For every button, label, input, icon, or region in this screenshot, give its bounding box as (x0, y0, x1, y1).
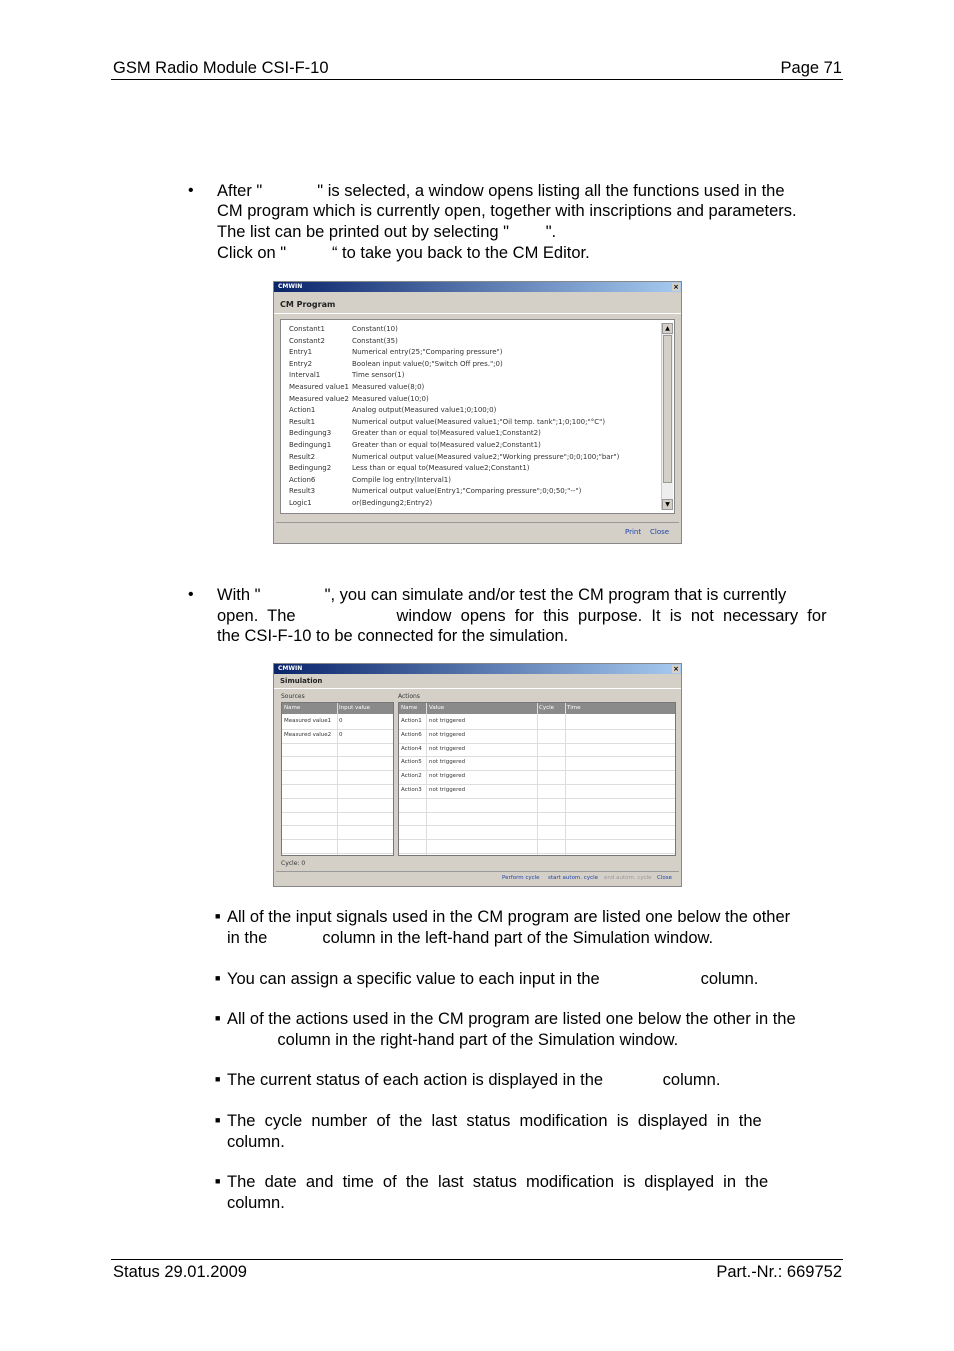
function-name: Entry2 (289, 359, 313, 368)
table-row (399, 784, 675, 799)
scroll-up-icon[interactable]: ▲ (662, 323, 673, 334)
note-line: The current status of each action is displayed in the column. (227, 1071, 721, 1089)
function-name: Action1 (289, 406, 316, 415)
function-name: Constant2 (289, 336, 325, 345)
function-definition: Numerical output value(Entry1;"Comparing pressure";0;0;50;"--") (352, 487, 582, 496)
square-bullet-icon: ■ (215, 1074, 221, 1084)
table-row (399, 756, 675, 771)
column-header-value: Value (429, 705, 445, 711)
table-row (399, 798, 675, 813)
list-item (289, 441, 541, 449)
action-name: Action3 (401, 787, 422, 793)
footer-rule (111, 1259, 843, 1260)
window-title: CMWIN (278, 665, 303, 672)
close-button[interactable]: Close (657, 875, 672, 881)
note-line: You can assign a specific value to each input in the column. (227, 970, 759, 988)
note-line: column. (227, 1132, 285, 1151)
window-titlebar (274, 664, 681, 674)
square-bullet-icon: ■ (215, 1115, 221, 1125)
actions-table (398, 702, 676, 856)
table-row[interactable] (282, 825, 393, 840)
function-definition: Analog output(Measured value1;0;100;0) (352, 406, 497, 415)
function-name: Action6 (289, 475, 316, 484)
table-row (399, 743, 675, 758)
header-title: GSM Radio Module CSI-F-10 (113, 59, 329, 77)
square-bullet-icon: ■ (215, 973, 221, 983)
cm-program-window (273, 281, 682, 544)
function-name: Result2 (289, 452, 316, 461)
list-item (289, 464, 530, 473)
bullet1-line3: The list can be printed out by selecting " ". (217, 223, 557, 241)
footer-part-number: Part.-Nr.: 669752 (716, 1263, 842, 1281)
function-definition: Greater than or equal to(Measured value2;Constant1) (352, 441, 541, 449)
list-item (289, 475, 451, 484)
note-line: All of the input signals used in the CM program are listed one below the other (227, 908, 791, 926)
window-title: CMWIN (278, 283, 303, 290)
window-titlebar (274, 282, 681, 292)
bullet-marker: • (188, 182, 194, 199)
list-item (289, 325, 398, 333)
action-value: not triggered (429, 745, 466, 752)
column-header-cycle: Cycle (539, 705, 555, 711)
source-name: Measured value2 (284, 731, 332, 738)
scroll-down-icon[interactable]: ▼ (662, 499, 673, 510)
column-header-name: Name (284, 705, 301, 711)
function-name: Bedingung2 (289, 464, 332, 473)
list-item (289, 429, 541, 438)
column-header-time: Time (567, 705, 581, 711)
list-item (289, 406, 497, 415)
action-value: not triggered (429, 773, 466, 780)
action-name: Action1 (401, 718, 422, 724)
action-value: not triggered (429, 759, 466, 766)
function-name: Bedingung3 (289, 429, 332, 438)
table-row[interactable] (282, 784, 393, 799)
function-name: Result3 (289, 487, 316, 496)
function-name: Logic1 (289, 499, 312, 507)
actions-label: Actions (398, 693, 420, 700)
note-line: column. (227, 1193, 285, 1212)
action-value: not triggered (429, 731, 466, 738)
table-row (399, 715, 675, 730)
function-definition: Numerical output value(Measured value2;"Working pressure";0;0;100;"bar") (352, 452, 620, 461)
function-definition: Time sensor(1) (352, 371, 405, 380)
note-line: column in the right-hand part of the Simulation window. (227, 1030, 679, 1049)
cm-program-list (280, 319, 675, 514)
bullet1-line2: CM program which is currently open, together with inscriptions and parameters. (217, 202, 797, 220)
column-header-name: Name (401, 705, 418, 711)
sources-header (282, 703, 394, 714)
header-rule (111, 79, 843, 80)
function-definition: Constant(35) (352, 336, 398, 345)
close-button[interactable]: Close (650, 528, 670, 536)
simulation-window (273, 663, 682, 887)
print-button[interactable]: Print (625, 528, 642, 536)
function-definition: Less than or equal to(Measured value2;Constant1) (352, 464, 530, 473)
table-row[interactable] (282, 839, 393, 854)
table-row (399, 812, 675, 827)
action-name: Action5 (401, 759, 422, 766)
input-value-cell[interactable]: 0 (339, 731, 343, 738)
source-name: Measured value1 (284, 718, 332, 724)
window-subtitle: CM Program (274, 296, 681, 314)
function-definition: Greater than or equal to(Measured value1;Constant2) (352, 429, 541, 438)
square-bullet-icon: ■ (215, 1013, 221, 1023)
function-name: Result1 (289, 417, 316, 426)
table-row[interactable] (282, 729, 393, 744)
end-auto-cycle-button[interactable]: end autom. cycle (604, 875, 652, 881)
table-row[interactable] (282, 756, 393, 771)
note-line: The date and time of the last status modification is displayed in the (227, 1173, 769, 1191)
function-definition: Compile log entry(Interval1) (352, 475, 451, 484)
bullet1-line1: After " " is selected, a window opens listing all the functions used in the (217, 182, 785, 200)
table-row (399, 770, 675, 785)
bullet2-line2: open. The window opens for this purpose. It is not necessary for (217, 607, 827, 625)
header-page-number: Page 71 (780, 59, 842, 77)
bullet2-line1: With " ", you can simulate and/or test the CM program that is currently (217, 586, 787, 604)
function-definition: Numerical output value(Measured value1;"Oil temp. tank";1;0;100;"°C") (352, 417, 606, 426)
list-item (289, 359, 503, 368)
input-value-cell[interactable]: 0 (339, 718, 343, 724)
list-item (289, 499, 433, 507)
action-name: Action6 (401, 731, 422, 738)
perform-cycle-button[interactable]: Perform cycle (502, 875, 540, 881)
column-header-input-value: Input value (339, 705, 371, 711)
function-definition: Boolean input value(0;"Switch Off pres.";0) (352, 359, 503, 368)
list-item (289, 371, 405, 380)
function-name: Constant1 (289, 325, 325, 333)
table-row[interactable] (282, 798, 393, 813)
table-row[interactable] (282, 743, 393, 758)
close-icon[interactable]: × (673, 283, 679, 291)
scroll-thumb[interactable] (663, 335, 672, 483)
bullet1-line4: Click on " “ to take you back to the CM Editor. (217, 244, 590, 262)
bullet2-line3: the CSI-F-10 to be connected for the simulation. (217, 627, 569, 645)
table-row[interactable] (282, 770, 393, 785)
note-line: All of the actions used in the CM program are listed one below the other in the (227, 1010, 796, 1028)
function-definition: Measured value(8;0) (352, 383, 425, 391)
list-item (289, 336, 398, 345)
sources-label: Sources (281, 693, 305, 700)
vertical-scrollbar[interactable] (661, 323, 673, 510)
action-name: Action4 (401, 745, 422, 752)
list-item (289, 417, 606, 426)
list-item (289, 348, 503, 357)
list-item (289, 394, 429, 403)
table-row (399, 839, 675, 854)
function-name: Measured value1 (289, 383, 349, 391)
function-definition: Measured value(10;0) (352, 394, 429, 403)
square-bullet-icon: ■ (215, 1176, 221, 1186)
table-row[interactable] (282, 715, 393, 730)
note-line: in the column in the left-hand part of the Simulation window. (227, 928, 714, 947)
bullet-marker: • (188, 586, 194, 603)
cycle-counter: Cycle: 0 (281, 860, 306, 867)
note-line: The cycle number of the last status modification is displayed in the (227, 1112, 762, 1130)
function-name: Entry1 (289, 348, 313, 357)
action-value: not triggered (429, 718, 466, 724)
sources-table (281, 702, 394, 856)
function-name: Measured value2 (289, 394, 349, 403)
window-subtitle: Simulation (274, 674, 681, 689)
footer-status: Status 29.01.2009 (113, 1263, 247, 1281)
function-definition: Numerical entry(25;"Comparing pressure") (352, 348, 503, 357)
table-row (399, 729, 675, 744)
table-row (399, 825, 675, 840)
function-definition: Constant(10) (352, 325, 398, 333)
function-name: Interval1 (289, 371, 321, 380)
list-item (289, 452, 620, 461)
action-name: Action2 (401, 773, 422, 780)
table-row[interactable] (282, 812, 393, 827)
start-auto-cycle-button[interactable]: start autom. cycle (548, 875, 599, 881)
close-icon[interactable]: × (673, 665, 679, 673)
action-value: not triggered (429, 787, 466, 793)
square-bullet-icon: ■ (215, 911, 221, 921)
function-name: Bedingung1 (289, 441, 332, 449)
divider (276, 871, 679, 872)
function-definition: or(Bedingung2;Entry2) (352, 499, 433, 507)
list-item (289, 487, 582, 496)
divider (276, 522, 679, 523)
list-item (289, 383, 425, 391)
